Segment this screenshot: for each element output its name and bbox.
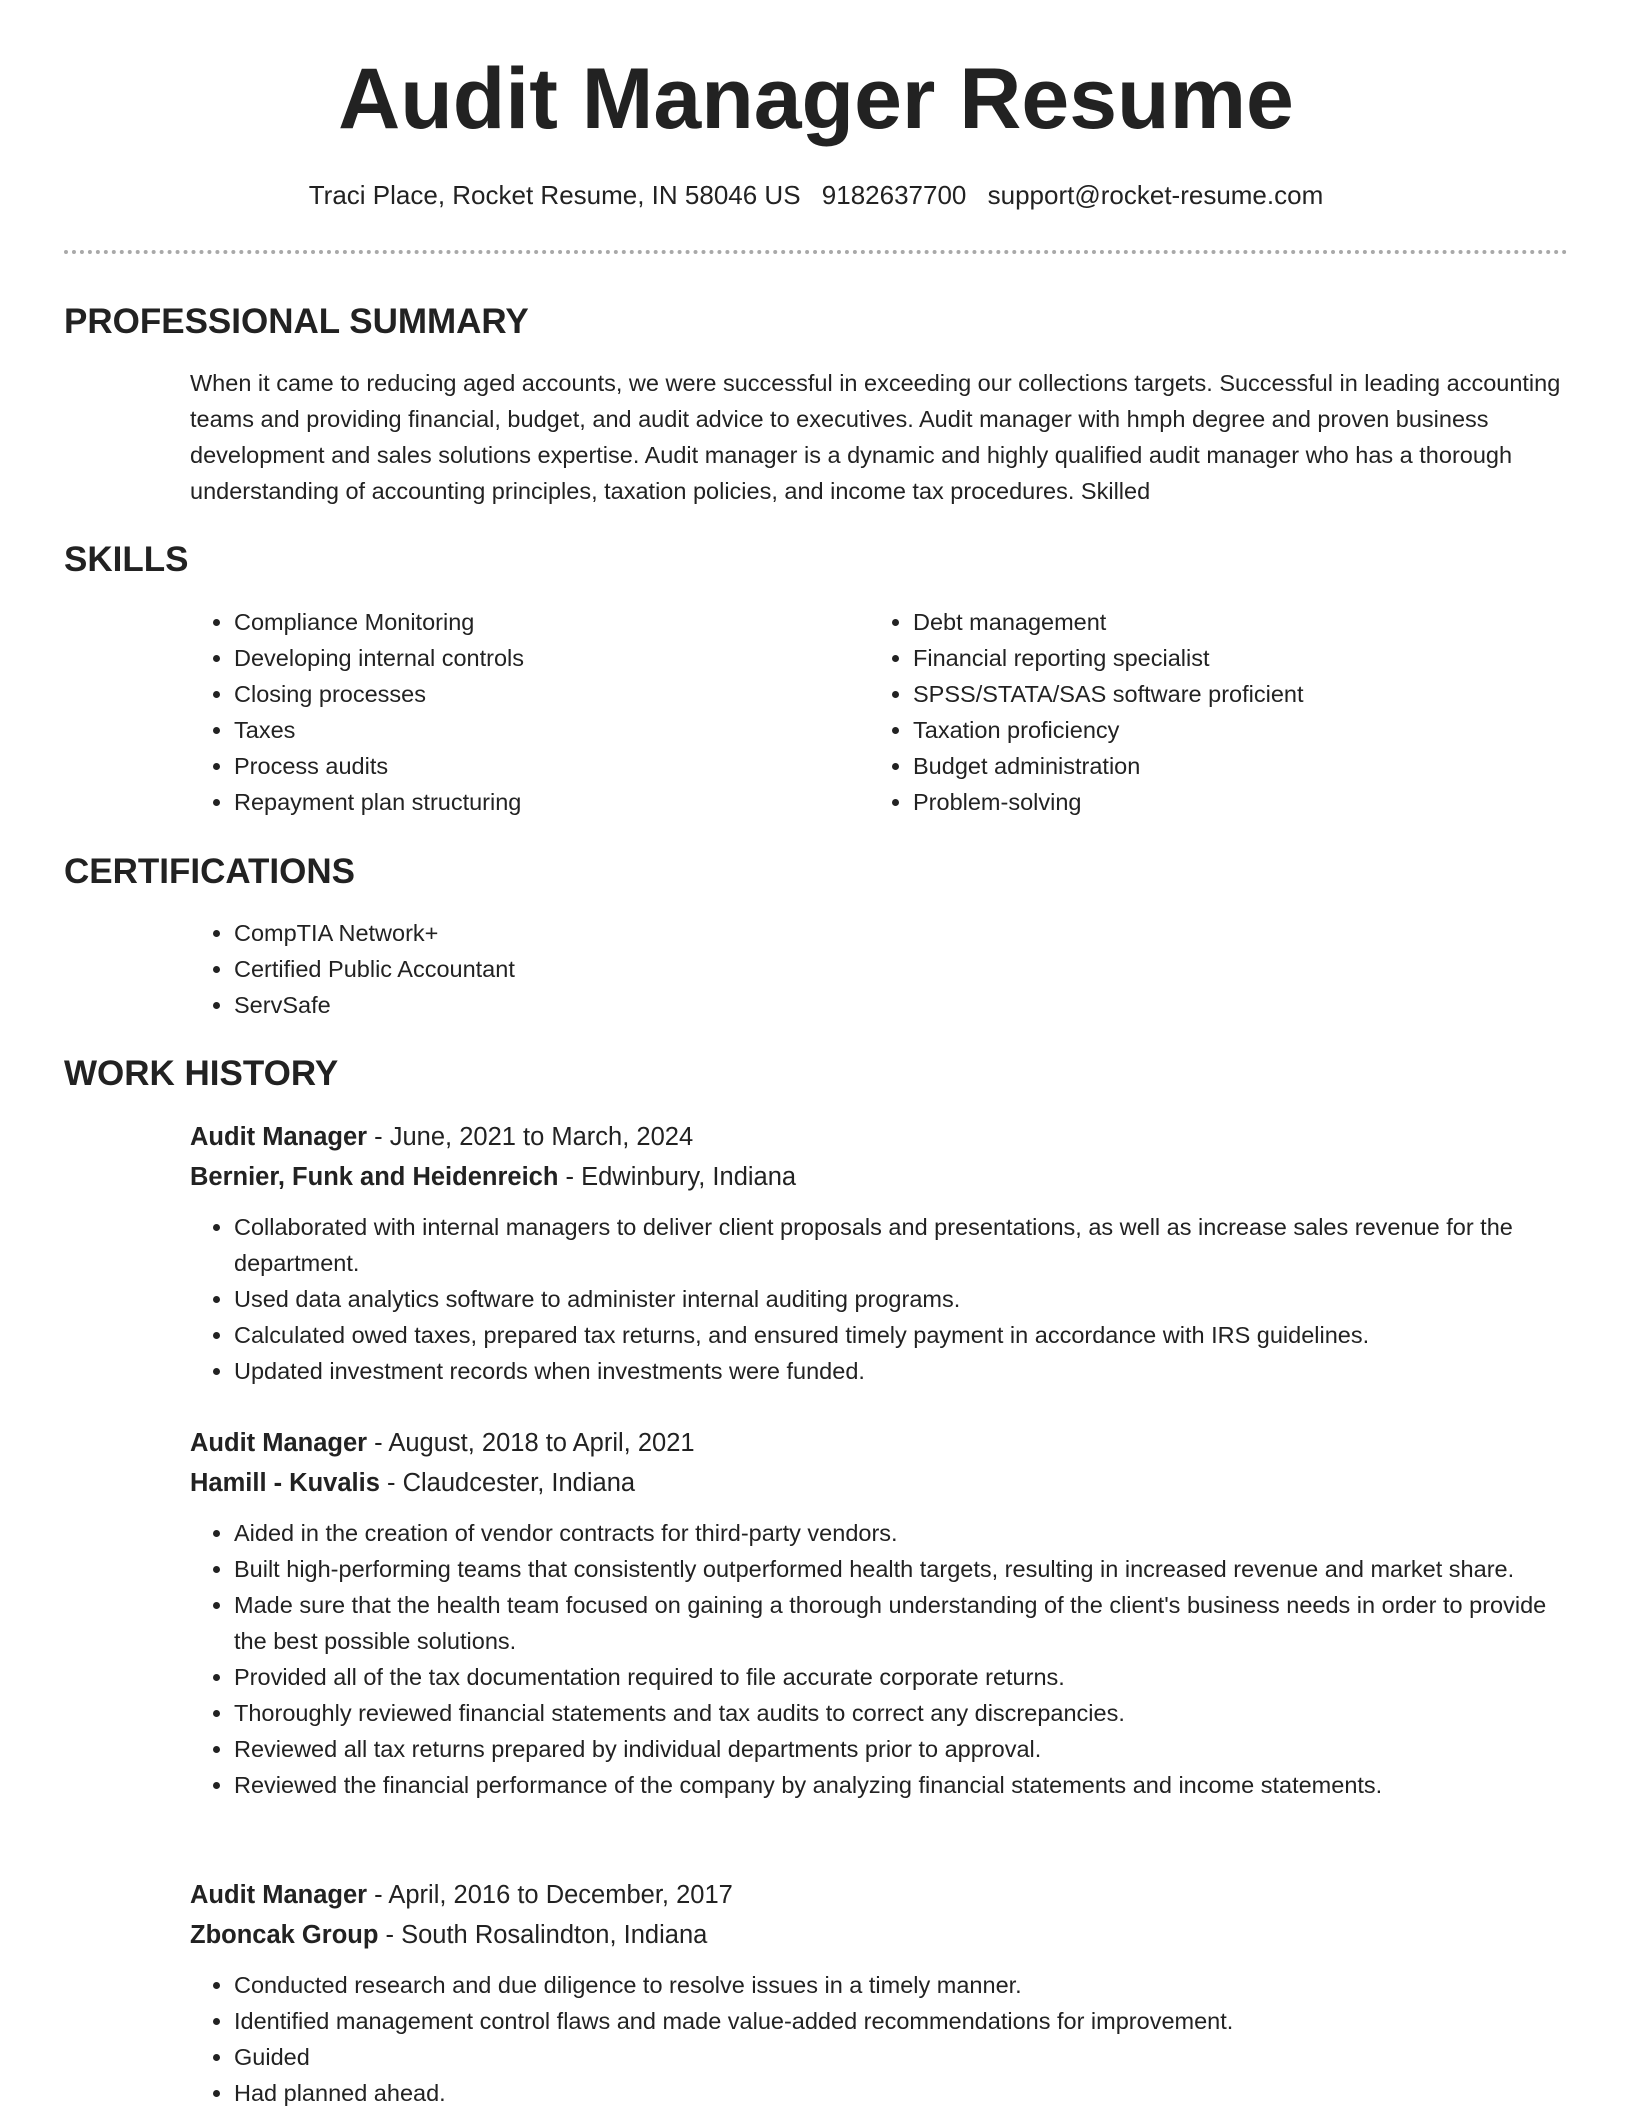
job-title-line (190, 1117, 1566, 1157)
contact-email: support@rocket-resume.com (987, 180, 1324, 210)
job-bullet: • Collaborated with internal managers to deliver client proposals and presentations, as well as increase sales revenue for the department. (234, 1209, 1566, 1281)
job-company: Hamill - Kuvalis (190, 1469, 380, 1497)
skills-list-left (190, 604, 850, 820)
job-title: Audit Manager (190, 1123, 368, 1151)
job-bullets (190, 1515, 1566, 1803)
skill-item: • SPSS/STATA/SAS software proficient (913, 676, 1529, 712)
job-bullet: • Built high-performing teams that consistently outperformed health targets, resulting in increased revenue and market share. (234, 1551, 1566, 1587)
summary-section (190, 365, 1566, 509)
job-bullet: • Identified management control flaws and made value-added recommendations for improvement. (234, 2003, 1566, 2039)
skill-item: • Budget administration (913, 748, 1529, 784)
job-title: Audit Manager (190, 1881, 368, 1909)
job-bullet: • Aided in the creation of vendor contracts for third-party vendors. (234, 1515, 1566, 1551)
job-entry-1 (190, 1117, 1566, 1389)
certifications-heading: CERTIFICATIONS (64, 852, 356, 891)
job-company: Zboncak Group (190, 1921, 379, 1949)
job-company-line (190, 1915, 1566, 1955)
skill-item: • Taxes (234, 712, 850, 748)
job-title-line (190, 1423, 1566, 1463)
skill-item: • Closing processes (234, 676, 850, 712)
job-location: - South Rosalindton, Indiana (378, 1921, 708, 1949)
job-bullet: • Provided all of the tax documentation required to file accurate corporate returns. (234, 1659, 1566, 1695)
job-dates: - April, 2016 to December, 2017 (367, 1881, 733, 1909)
skill-item: • Debt management (913, 604, 1529, 640)
job-location: - Claudcester, Indiana (379, 1469, 636, 1497)
skill-item: • Process audits (234, 748, 850, 784)
job-bullet: • Updated investment records when investments were funded. (234, 1353, 1566, 1389)
job-company: Bernier, Funk and Heidenreich (190, 1163, 559, 1191)
job-entry-2 (190, 1423, 1566, 1803)
job-bullets (190, 1209, 1566, 1389)
job-bullet: • Used data analytics software to administer internal auditing programs. (234, 1281, 1566, 1317)
contact-line (0, 180, 1632, 211)
certification-item: • ServSafe (234, 987, 1566, 1023)
certification-item: • Certified Public Accountant (234, 951, 1566, 987)
skill-item: • Taxation proficiency (913, 712, 1529, 748)
contact-address: Traci Place, Rocket Resume, IN 58046 US (308, 180, 801, 210)
job-location: - Edwinbury, Indiana (558, 1163, 797, 1191)
contact-phone: 9182637700 (821, 180, 967, 210)
certifications-section (190, 915, 1566, 1023)
job-dates: - June, 2021 to March, 2024 (367, 1123, 694, 1151)
skills-heading: SKILLS (64, 540, 189, 579)
resume-title: Audit Manager Resume (338, 51, 1294, 147)
job-bullet: • Calculated owed taxes, prepared tax returns, and ensured timely payment in accordance with IRS guidelines. (234, 1317, 1566, 1353)
job-bullet: • Reviewed the financial performance of the company by analyzing financial statements and income statements. (234, 1767, 1566, 1803)
skills-list-right (869, 604, 1529, 820)
job-company-line (190, 1157, 1566, 1197)
job-bullet: • Reviewed all tax returns prepared by individual departments prior to approval. (234, 1731, 1566, 1767)
job-bullet: • Made sure that the health team focused on gaining a thorough understanding of the client's business needs in order to provide the best possible solutions. (234, 1587, 1566, 1659)
job-bullet: • Had planned ahead. (234, 2075, 1566, 2111)
summary-heading: PROFESSIONAL SUMMARY (64, 302, 529, 341)
job-bullets (190, 1967, 1566, 2111)
skill-item: • Compliance Monitoring (234, 604, 850, 640)
header-divider (64, 250, 1568, 254)
skills-column-left (190, 604, 850, 820)
skills-column-right (869, 604, 1529, 820)
certification-item: • CompTIA Network+ (234, 915, 1566, 951)
skill-item: • Problem-solving (913, 784, 1529, 820)
skill-item: • Developing internal controls (234, 640, 850, 676)
job-title: Audit Manager (190, 1429, 368, 1457)
work-history-heading: WORK HISTORY (64, 1054, 339, 1093)
job-bullet: • Thoroughly reviewed financial statements and tax audits to correct any discrepancies. (234, 1695, 1566, 1731)
skill-item: • Financial reporting specialist (913, 640, 1529, 676)
job-bullet: • Conducted research and due diligence to resolve issues in a timely manner. (234, 1967, 1566, 2003)
job-title-line (190, 1875, 1566, 1915)
job-entry-3 (190, 1875, 1566, 2111)
summary-text: When it came to reducing aged accounts, we were successful in exceeding our collections targets. Successful in leading accounting teams and providing financial, budget, and audit advice to executives. Audit manager with hmph degree and proven business development and sales solutions expertise. Audit manager is a dynamic and highly qualified audit manager who has a thorough understanding of accounting principles, taxation policies, and income tax procedures. Skilled (190, 370, 1561, 504)
job-company-line (190, 1463, 1566, 1503)
certifications-list (190, 915, 1566, 1023)
job-bullet: • Guided (234, 2039, 1566, 2075)
job-dates: - August, 2018 to April, 2021 (367, 1429, 695, 1457)
skills-section (190, 604, 1566, 824)
skill-item: • Repayment plan structuring (234, 784, 850, 820)
